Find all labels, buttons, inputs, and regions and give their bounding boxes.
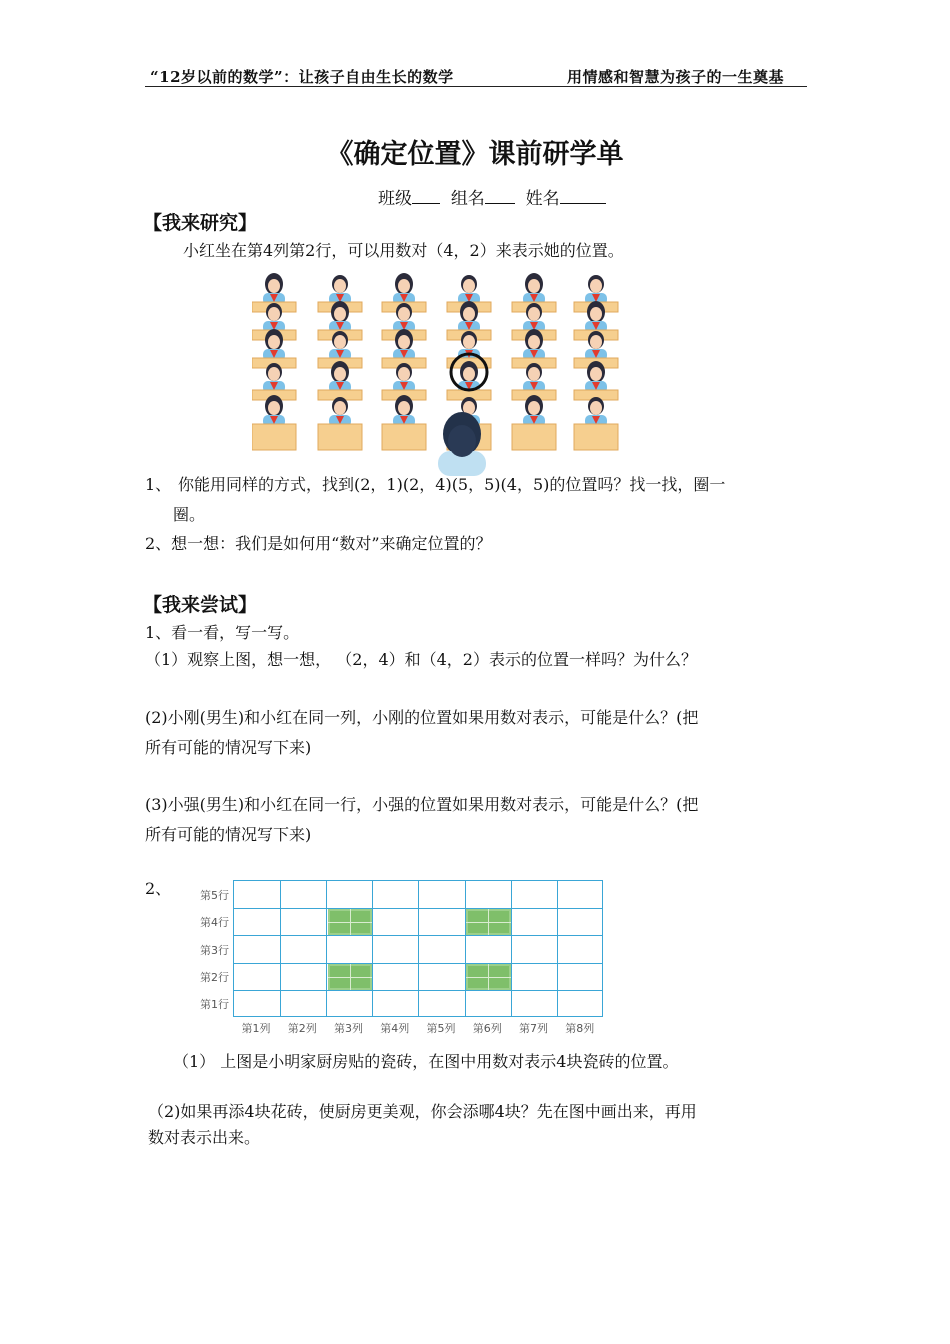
column-label: 第8列	[565, 1022, 595, 1035]
grid-col-line	[326, 881, 327, 1016]
class-blank[interactable]	[412, 189, 440, 204]
seat-c1-r2	[252, 363, 296, 400]
research-q2: 2、想一想：我们是如何用“数对”来确定位置的？	[145, 534, 492, 553]
try-q1-2-line1: (2)小刚(男生)和小红在同一列，小刚的位置如果用数对表示，可能是什么？(把	[145, 708, 699, 727]
try-q2-2-line1: （2)如果再添4块花砖，使厨房更美观，你会添哪4块？先在图中画出来，再用	[148, 1102, 697, 1121]
classroom-illustration	[252, 266, 632, 476]
grid-col-line	[418, 881, 419, 1016]
class-label: 班级	[378, 189, 412, 209]
research-heading: 【我来研究】	[143, 212, 258, 234]
column-label: 第6列	[472, 1022, 502, 1035]
research-q1-line1: 你能用同样的方式，找到(2，1)(2，4)(5，5)(4，5)的位置吗？找一找，圈一	[178, 475, 726, 494]
column-label: 第2列	[287, 1022, 317, 1035]
seat-c5-r2	[512, 363, 556, 400]
seat-c6-r1	[574, 397, 618, 450]
ceramic-tile-c3-r4	[328, 909, 372, 935]
grid-col-line	[372, 881, 373, 1016]
try-q1-3-line2: 所有可能的情况写下来)	[145, 825, 312, 844]
name-blank[interactable]	[560, 189, 606, 204]
row-label: 第3行	[200, 943, 229, 957]
try-q1-1: （1）观察上图，想一想， （2，4）和（4，2）表示的位置一样吗？为什么？	[145, 650, 697, 669]
row-label: 第2行	[200, 970, 229, 984]
header-right-slogan: 用情感和智慧为孩子的一生奠基	[567, 68, 785, 86]
row-label: 第4行	[200, 916, 229, 930]
grid-col-line	[280, 881, 281, 1016]
ceramic-tile-c6-r4	[466, 909, 510, 935]
tile-grid-figure	[185, 878, 605, 1038]
try-q2-2-line2: 数对表示出来。	[148, 1128, 261, 1147]
group-label: 组名	[450, 189, 485, 209]
try-q2-1: （1） 上图是小明家厨房贴的瓷砖，在图中用数对表示4块瓷砖的位置。	[173, 1052, 679, 1071]
grid-col-line	[511, 881, 512, 1016]
header-left-slogan: “12岁以前的数学”：让孩子自由生长的数学	[150, 68, 454, 86]
seat-c3-r2	[382, 363, 426, 400]
try-q1: 1、看一看，写一写。	[145, 623, 300, 642]
grid-col-line	[465, 881, 466, 1016]
column-label: 第1列	[241, 1022, 271, 1035]
name-label: 姓名	[525, 189, 560, 209]
column-label: 第7列	[519, 1022, 548, 1035]
ceramic-tile-c6-r2	[466, 964, 510, 990]
student-info-line	[378, 184, 606, 209]
research-intro: 小红坐在第4列第2行，可以用数对（4，2）来表示她的位置。	[183, 241, 624, 260]
try-q1-2-line2: 所有可能的情况写下来)	[145, 738, 312, 757]
page-title: 《确定位置》课前研学单	[326, 139, 624, 170]
ceramic-tile-c3-r2	[328, 964, 372, 990]
group-blank[interactable]	[485, 189, 515, 204]
column-label: 第3列	[334, 1022, 363, 1035]
tile-grid[interactable]	[233, 880, 603, 1017]
try-q2-number: 2、	[145, 879, 172, 898]
seat-c2-r1	[318, 397, 362, 450]
research-q1-line2: 圈。	[173, 505, 206, 524]
seat-c3-r1	[382, 395, 426, 450]
grid-col-line	[557, 881, 558, 1016]
seat-c1-r1	[252, 395, 296, 450]
seat-c5-r1	[512, 395, 556, 450]
row-label: 第1行	[200, 998, 229, 1012]
research-q1-number: 1、	[145, 475, 172, 494]
column-label: 第5列	[426, 1022, 456, 1035]
try-q1-3-line1: (3)小强(男生)和小红在同一行，小强的位置如果用数对表示，可能是什么？(把	[145, 795, 699, 814]
try-heading: 【我来尝试】	[143, 594, 258, 616]
column-label: 第4列	[380, 1022, 410, 1035]
row-label: 第5行	[200, 888, 229, 902]
header-divider	[145, 86, 807, 87]
